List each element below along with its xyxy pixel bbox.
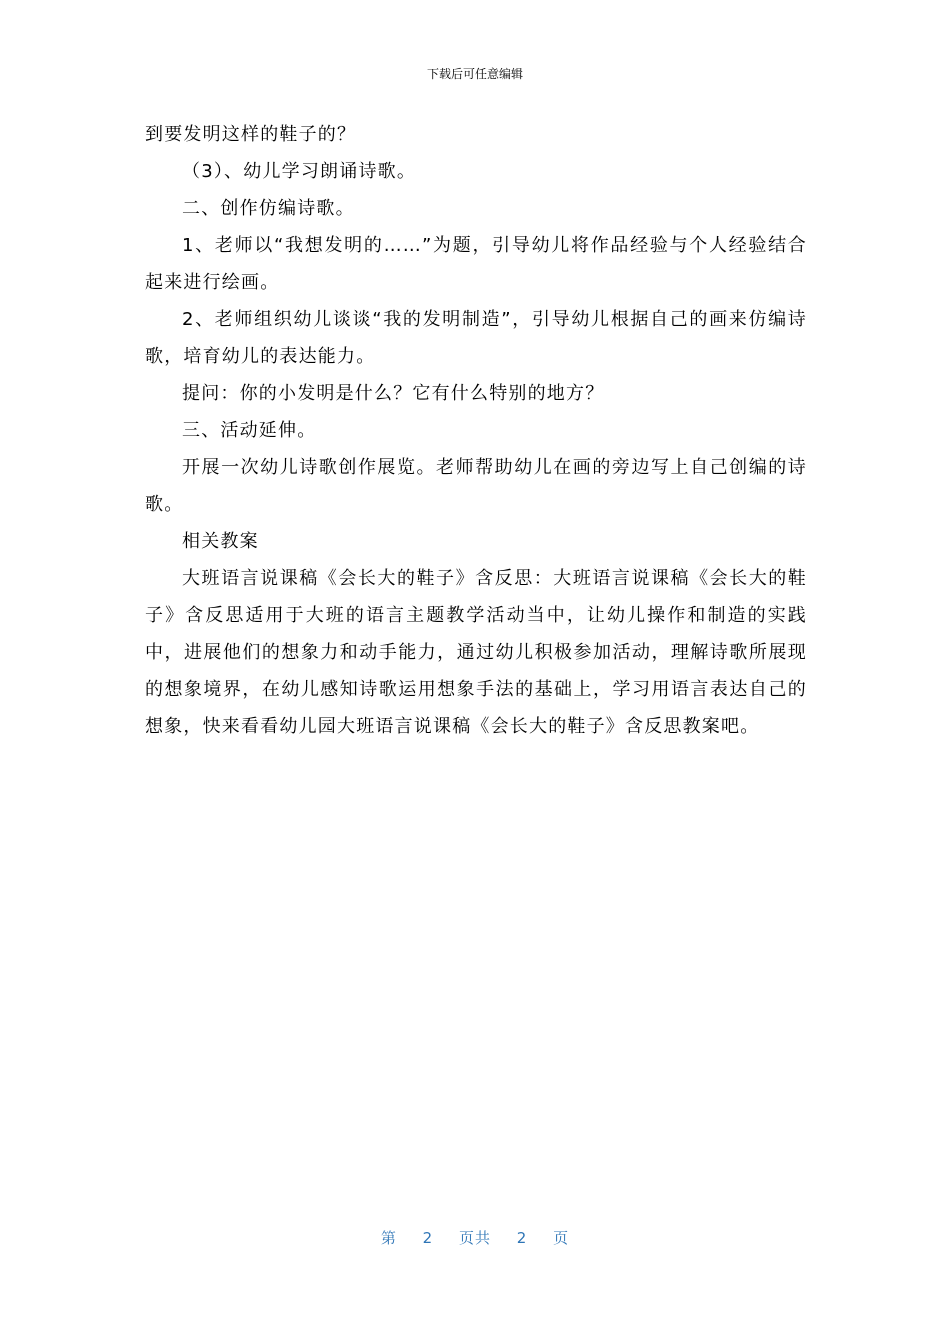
- footer-middle: 页共: [458, 1229, 491, 1247]
- paragraph: 大班语言说课稿《会长大的鞋子》含反思：大班语言说课稿《会长大的鞋子》含反思适用于大班的语言主题教学活动当中，让幼儿操作和制造的实践中，进展他们的想象力和动手能力，通过幼儿积极参加活动，理解诗歌所展现的想象境界，在幼儿感知诗歌运用想象手法的基础上，学习用语言表达自己的想象，快来看看幼儿园大班语言说课稿《会长大的鞋子》含反思教案吧。: [145, 568, 807, 737]
- section-heading: 二、创作仿编诗歌。: [182, 198, 355, 219]
- footer-prefix: 第: [380, 1229, 397, 1247]
- paragraph: 提问：你的小发明是什么？它有什么特别的地方？: [182, 383, 605, 404]
- paragraph: 到要发明这样的鞋子的？: [145, 124, 357, 145]
- paragraph: 开展一次幼儿诗歌创作展览。老师帮助幼儿在画的旁边写上自己创编的诗歌。: [145, 457, 807, 515]
- footer-total-pages: 2: [516, 1229, 528, 1247]
- page-header: 下载后可任意编辑: [426, 67, 523, 81]
- paragraph: 2、老师组织幼儿谈谈“我的发明制造”，引导幼儿根据自己的画来仿编诗歌，培育幼儿的表达能力。: [145, 309, 807, 367]
- related-heading: 相关教案: [182, 531, 259, 552]
- section-heading: 三、活动延伸。: [182, 420, 317, 441]
- footer-suffix: 页: [553, 1229, 570, 1247]
- paragraph: 1、老师以“我想发明的……”为题，引导幼儿将作品经验与个人经验结合起来进行绘画。: [145, 235, 807, 293]
- page-footer: [0, 1228, 950, 1248]
- paragraph: （3）、幼儿学习朗诵诗歌。: [182, 161, 417, 182]
- footer-current-page: 2: [422, 1229, 434, 1247]
- document-body: [145, 116, 807, 745]
